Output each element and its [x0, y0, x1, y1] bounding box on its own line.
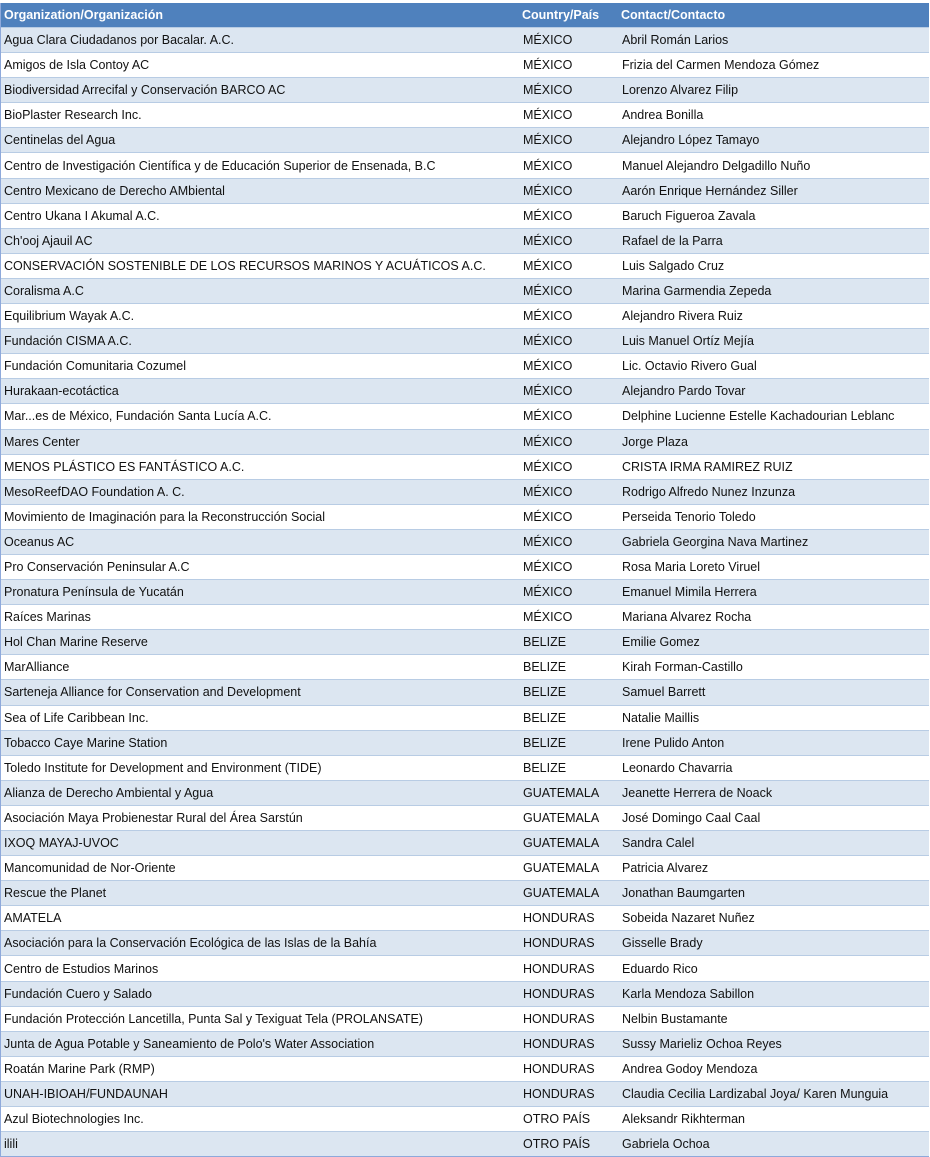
table-row[interactable] — [1, 1132, 929, 1157]
cell-organization[interactable]: Junta de Agua Potable y Saneamiento de Polo's Water Association — [1, 1031, 519, 1056]
cell-country[interactable]: MÉXICO — [519, 28, 618, 53]
cell-contact[interactable]: Sobeida Nazaret Nuñez — [618, 906, 929, 931]
cell-contact[interactable]: Manuel Alejandro Delgadillo Nuño — [618, 153, 929, 178]
cell-contact[interactable]: José Domingo Caal Caal — [618, 805, 929, 830]
cell-country[interactable]: MÉXICO — [519, 504, 618, 529]
cell-organization[interactable]: Pronatura Península de Yucatán — [1, 580, 519, 605]
table-row[interactable] — [1, 605, 929, 630]
table-row[interactable] — [1, 906, 929, 931]
cell-country[interactable]: MÉXICO — [519, 329, 618, 354]
cell-contact[interactable]: Lic. Octavio Rivero Gual — [618, 354, 929, 379]
column-header-country[interactable]: Country/País — [522, 8, 600, 22]
cell-organization[interactable]: Equilibrium Wayak A.C. — [1, 304, 519, 329]
table-row[interactable] — [1, 981, 929, 1006]
cell-country[interactable]: BELIZE — [519, 755, 618, 780]
cell-contact[interactable]: Gisselle Brady — [618, 931, 929, 956]
cell-country[interactable]: MÉXICO — [519, 53, 618, 78]
table-row[interactable] — [1, 755, 929, 780]
table-row[interactable] — [1, 103, 929, 128]
cell-country[interactable]: GUATEMALA — [519, 805, 618, 830]
cell-organization[interactable]: Pro Conservación Peninsular A.C — [1, 554, 519, 579]
cell-organization[interactable]: Mancomunidad de Nor-Oriente — [1, 856, 519, 881]
cell-contact[interactable]: Alejandro Pardo Tovar — [618, 379, 929, 404]
cell-organization[interactable]: Centro Ukana I Akumal A.C. — [1, 203, 519, 228]
header-row — [1, 3, 929, 28]
cell-contact[interactable]: Irene Pulido Anton — [618, 730, 929, 755]
table-row[interactable] — [1, 479, 929, 504]
cell-contact[interactable]: Claudia Cecilia Lardizabal Joya/ Karen Munguia — [618, 1081, 929, 1106]
cell-organization[interactable]: Mar...es de México, Fundación Santa Lucía A.C. — [1, 404, 519, 429]
cell-country[interactable]: MÉXICO — [519, 78, 618, 103]
cell-country[interactable]: GUATEMALA — [519, 856, 618, 881]
table-row[interactable] — [1, 881, 929, 906]
cell-contact[interactable]: Perseida Tenorio Toledo — [618, 504, 929, 529]
cell-contact[interactable]: Luis Manuel Ortíz Mejía — [618, 329, 929, 354]
cell-organization[interactable]: Centro de Investigación Científica y de Educación Superior de Ensenada, B.C — [1, 153, 519, 178]
cell-country[interactable]: MÉXICO — [519, 228, 618, 253]
table-row[interactable] — [1, 805, 929, 830]
cell-contact[interactable]: Kirah Forman-Castillo — [618, 655, 929, 680]
table-row[interactable] — [1, 228, 929, 253]
table-row[interactable] — [1, 856, 929, 881]
cell-country[interactable]: MÉXICO — [519, 354, 618, 379]
cell-organization[interactable]: Movimiento de Imaginación para la Reconstrucción Social — [1, 504, 519, 529]
cell-country[interactable]: MÉXICO — [519, 529, 618, 554]
cell-contact[interactable]: Aarón Enrique Hernández Siller — [618, 178, 929, 203]
cell-contact[interactable]: Jonathan Baumgarten — [618, 881, 929, 906]
cell-organization[interactable]: UNAH-IBIOAH/FUNDAUNAH — [1, 1081, 519, 1106]
table-header — [1, 3, 929, 28]
table-row[interactable] — [1, 529, 929, 554]
cell-organization[interactable]: Amigos de Isla Contoy AC — [1, 53, 519, 78]
cell-country[interactable]: HONDURAS — [519, 956, 618, 981]
table-row[interactable] — [1, 705, 929, 730]
cell-organization[interactable]: Fundación CISMA A.C. — [1, 329, 519, 354]
cell-country[interactable]: MÉXICO — [519, 103, 618, 128]
table-row[interactable] — [1, 580, 929, 605]
cell-contact[interactable]: Rosa Maria Loreto Viruel — [618, 554, 929, 579]
organizations-table — [1, 3, 929, 1156]
table-row[interactable] — [1, 504, 929, 529]
cell-country[interactable]: BELIZE — [519, 680, 618, 705]
cell-contact[interactable]: Sussy Marieliz Ochoa Reyes — [618, 1031, 929, 1056]
cell-contact[interactable]: Baruch Figueroa Zavala — [618, 203, 929, 228]
cell-contact[interactable]: Frizia del Carmen Mendoza Gómez — [618, 53, 929, 78]
cell-country[interactable]: MÉXICO — [519, 178, 618, 203]
cell-contact[interactable]: Gabriela Ochoa — [618, 1132, 929, 1157]
cell-contact[interactable]: Nelbin Bustamante — [618, 1006, 929, 1031]
cell-contact[interactable]: Patricia Alvarez — [618, 856, 929, 881]
cell-country[interactable]: MÉXICO — [519, 128, 618, 153]
cell-contact[interactable]: Rafael de la Parra — [618, 228, 929, 253]
table-row[interactable] — [1, 379, 929, 404]
cell-contact[interactable]: Andrea Bonilla — [618, 103, 929, 128]
cell-contact[interactable]: Mariana Alvarez Rocha — [618, 605, 929, 630]
table-row[interactable] — [1, 931, 929, 956]
table-row[interactable] — [1, 1031, 929, 1056]
cell-country[interactable]: HONDURAS — [519, 1081, 618, 1106]
cell-country[interactable]: HONDURAS — [519, 931, 618, 956]
cell-organization[interactable]: Hol Chan Marine Reserve — [1, 630, 519, 655]
cell-organization[interactable]: Roatán Marine Park (RMP) — [1, 1056, 519, 1081]
cell-country[interactable]: MÉXICO — [519, 253, 618, 278]
organizations-table-container — [0, 3, 929, 1157]
cell-contact[interactable]: Marina Garmendia Zepeda — [618, 278, 929, 303]
cell-organization[interactable]: Asociación para la Conservación Ecológica de las Islas de la Bahía — [1, 931, 519, 956]
table-row[interactable] — [1, 28, 929, 53]
cell-contact[interactable]: Aleksandr Rikhterman — [618, 1107, 929, 1132]
cell-organization[interactable]: BioPlaster Research Inc. — [1, 103, 519, 128]
cell-organization[interactable]: Sea of Life Caribbean Inc. — [1, 705, 519, 730]
table-row[interactable] — [1, 203, 929, 228]
cell-contact[interactable]: Natalie Maillis — [618, 705, 929, 730]
column-header-organization[interactable]: Organization/Organización — [4, 8, 164, 22]
cell-contact[interactable]: Karla Mendoza Sabillon — [618, 981, 929, 1006]
cell-contact[interactable]: Andrea Godoy Mendoza — [618, 1056, 929, 1081]
cell-contact[interactable]: Emanuel Mimila Herrera — [618, 580, 929, 605]
table-row[interactable] — [1, 730, 929, 755]
cell-organization[interactable]: Alianza de Derecho Ambiental y Agua — [1, 780, 519, 805]
table-row[interactable] — [1, 304, 929, 329]
cell-organization[interactable]: MarAlliance — [1, 655, 519, 680]
table-row[interactable] — [1, 429, 929, 454]
cell-contact[interactable]: Rodrigo Alfredo Nunez Inzunza — [618, 479, 929, 504]
cell-organization[interactable]: Sarteneja Alliance for Conservation and Development — [1, 680, 519, 705]
cell-organization[interactable]: Centro Mexicano de Derecho AMbiental — [1, 178, 519, 203]
cell-country[interactable]: BELIZE — [519, 630, 618, 655]
table-row[interactable] — [1, 1107, 929, 1132]
cell-organization[interactable]: ilili — [1, 1132, 519, 1157]
table-row[interactable] — [1, 554, 929, 579]
table-row[interactable] — [1, 178, 929, 203]
cell-country[interactable]: GUATEMALA — [519, 881, 618, 906]
cell-organization[interactable]: Toledo Institute for Development and Environment (TIDE) — [1, 755, 519, 780]
cell-contact[interactable]: Jeanette Herrera de Noack — [618, 780, 929, 805]
table-row[interactable] — [1, 78, 929, 103]
cell-country[interactable]: MÉXICO — [519, 379, 618, 404]
cell-contact[interactable]: Alejandro López Tamayo — [618, 128, 929, 153]
cell-organization[interactable]: Azul Biotechnologies Inc. — [1, 1107, 519, 1132]
table-row[interactable] — [1, 655, 929, 680]
cell-organization[interactable]: Tobacco Caye Marine Station — [1, 730, 519, 755]
cell-country[interactable]: OTRO PAÍS — [519, 1107, 618, 1132]
cell-organization[interactable]: Centro de Estudios Marinos — [1, 956, 519, 981]
cell-contact[interactable]: Jorge Plaza — [618, 429, 929, 454]
cell-country[interactable]: MÉXICO — [519, 278, 618, 303]
cell-contact[interactable]: Delphine Lucienne Estelle Kachadourian Leblanc — [618, 404, 929, 429]
cell-organization[interactable]: MENOS PLÁSTICO ES FANTÁSTICO A.C. — [1, 454, 519, 479]
cell-country[interactable]: MÉXICO — [519, 605, 618, 630]
table-row[interactable] — [1, 278, 929, 303]
cell-contact[interactable]: Gabriela Georgina Nava Martinez — [618, 529, 929, 554]
table-row[interactable] — [1, 1081, 929, 1106]
cell-organization[interactable]: IXOQ MAYAJ-UVOC — [1, 831, 519, 856]
cell-country[interactable]: HONDURAS — [519, 1006, 618, 1031]
table-row[interactable] — [1, 1006, 929, 1031]
cell-country[interactable]: BELIZE — [519, 730, 618, 755]
cell-contact[interactable]: Lorenzo Alvarez Filip — [618, 78, 929, 103]
cell-country[interactable]: MÉXICO — [519, 454, 618, 479]
cell-country[interactable]: HONDURAS — [519, 906, 618, 931]
cell-contact[interactable]: Emilie Gomez — [618, 630, 929, 655]
cell-country[interactable]: GUATEMALA — [519, 780, 618, 805]
cell-country[interactable]: MÉXICO — [519, 203, 618, 228]
cell-organization[interactable]: Fundación Protección Lancetilla, Punta Sal y Texiguat Tela (PROLANSATE) — [1, 1006, 519, 1031]
cell-country[interactable]: HONDURAS — [519, 981, 618, 1006]
cell-organization[interactable]: Agua Clara Ciudadanos por Bacalar. A.C. — [1, 28, 519, 53]
cell-country[interactable]: MÉXICO — [519, 153, 618, 178]
cell-organization[interactable]: Ch'ooj Ajauil AC — [1, 228, 519, 253]
cell-organization[interactable]: Asociación Maya Probienestar Rural del Área Sarstún — [1, 805, 519, 830]
cell-contact[interactable]: Luis Salgado Cruz — [618, 253, 929, 278]
cell-country[interactable]: MÉXICO — [519, 429, 618, 454]
cell-organization[interactable]: CONSERVACIÓN SOSTENIBLE DE LOS RECURSOS MARINOS Y ACUÁTICOS A.C. — [1, 253, 519, 278]
cell-country[interactable]: MÉXICO — [519, 404, 618, 429]
cell-organization[interactable]: Fundación Cuero y Salado — [1, 981, 519, 1006]
table-body — [1, 28, 929, 1157]
cell-organization[interactable]: Coralisma A.C — [1, 278, 519, 303]
table-row[interactable] — [1, 404, 929, 429]
table-row[interactable] — [1, 329, 929, 354]
cell-contact[interactable]: Abril Román Larios — [618, 28, 929, 53]
cell-contact[interactable]: Samuel Barrett — [618, 680, 929, 705]
cell-country[interactable]: MÉXICO — [519, 304, 618, 329]
cell-country[interactable]: GUATEMALA — [519, 831, 618, 856]
cell-organization[interactable]: Rescue the Planet — [1, 881, 519, 906]
table-row[interactable] — [1, 630, 929, 655]
table-row[interactable] — [1, 680, 929, 705]
table-row[interactable] — [1, 128, 929, 153]
cell-country[interactable]: MÉXICO — [519, 554, 618, 579]
cell-organization[interactable]: Fundación Comunitaria Cozumel — [1, 354, 519, 379]
cell-organization[interactable]: Hurakaan-ecotáctica — [1, 379, 519, 404]
cell-country[interactable]: OTRO PAÍS — [519, 1132, 618, 1157]
cell-organization[interactable]: AMATELA — [1, 906, 519, 931]
table-row[interactable] — [1, 831, 929, 856]
column-header-contact[interactable]: Contact/Contacto — [621, 8, 726, 22]
cell-organization[interactable]: Oceanus AC — [1, 529, 519, 554]
cell-organization[interactable]: Biodiversidad Arrecifal y Conservación BARCO AC — [1, 78, 519, 103]
table-row[interactable] — [1, 53, 929, 78]
table-row[interactable] — [1, 253, 929, 278]
cell-contact[interactable]: CRISTA IRMA RAMIREZ RUIZ — [618, 454, 929, 479]
table-row[interactable] — [1, 153, 929, 178]
cell-contact[interactable]: Eduardo Rico — [618, 956, 929, 981]
cell-country[interactable]: MÉXICO — [519, 479, 618, 504]
cell-country[interactable]: MÉXICO — [519, 580, 618, 605]
cell-country[interactable]: HONDURAS — [519, 1031, 618, 1056]
cell-country[interactable]: BELIZE — [519, 705, 618, 730]
cell-contact[interactable]: Leonardo Chavarria — [618, 755, 929, 780]
table-row[interactable] — [1, 454, 929, 479]
cell-organization[interactable]: MesoReefDAO Foundation A. C. — [1, 479, 519, 504]
table-row[interactable] — [1, 1056, 929, 1081]
cell-organization[interactable]: Centinelas del Agua — [1, 128, 519, 153]
cell-organization[interactable]: Mares Center — [1, 429, 519, 454]
table-row[interactable] — [1, 956, 929, 981]
cell-country[interactable]: HONDURAS — [519, 1056, 618, 1081]
table-row[interactable] — [1, 354, 929, 379]
cell-contact[interactable]: Alejandro Rivera Ruiz — [618, 304, 929, 329]
table-row[interactable] — [1, 780, 929, 805]
cell-country[interactable]: BELIZE — [519, 655, 618, 680]
cell-organization[interactable]: Raíces Marinas — [1, 605, 519, 630]
cell-contact[interactable]: Sandra Calel — [618, 831, 929, 856]
